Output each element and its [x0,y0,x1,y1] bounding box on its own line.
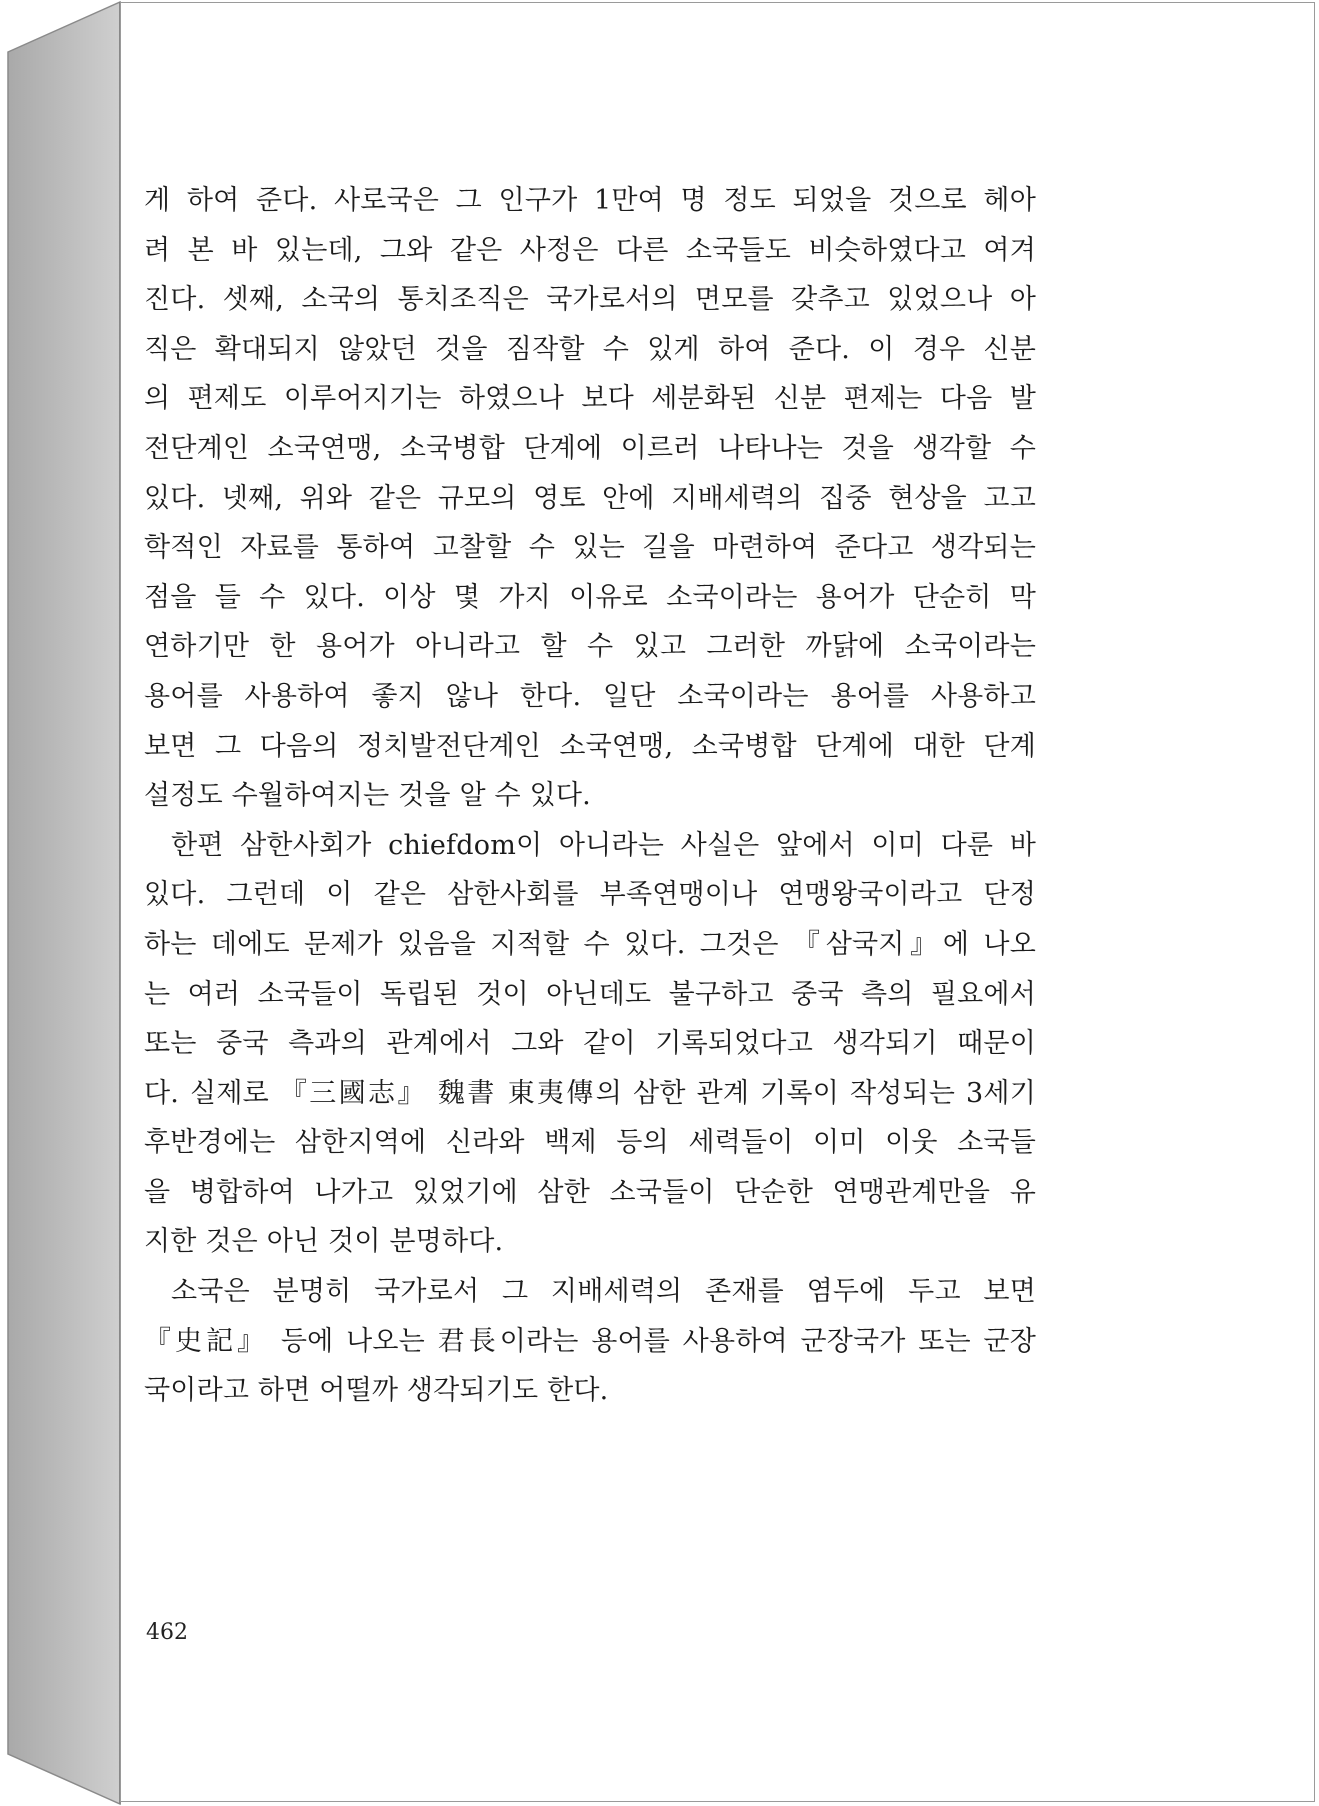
paragraph-2 [144,821,1036,1267]
text-line: 점을 들 수 있다. 이상 몇 가지 이유로 소국이라는 용어가 단순히 막 [144,581,1036,613]
text-line: 『史記』 등에 나오는 君長이라는 용어를 사용하여 군장국가 또는 군장 [144,1325,1036,1357]
text-line: 진다. 셋째, 소국의 통치조직은 국가로서의 면모를 갖추고 있었으나 아 [144,284,1036,316]
text-line: 후반경에는 삼한지역에 신라와 백제 등의 세력들이 이미 이웃 소국들 [144,1127,1036,1159]
text-line: 을 병합하여 나가고 있었기에 삼한 소국들이 단순한 연맹관계만을 유 [144,1176,1036,1208]
text-line: 소국은 분명히 국가로서 그 지배세력의 존재를 염두에 두고 보면 [171,1276,1036,1308]
text-line: 학적인 자료를 통하여 고찰할 수 있는 길을 마련하여 준다고 생각되는 [144,532,1036,564]
text-line: 려 본 바 있는데, 그와 같은 사정은 다른 소국들도 비슷하였다고 여겨 [144,234,1036,266]
text-line: 있다. 그런데 이 같은 삼한사회를 부족연맹이나 연맹왕국이라고 단정 [144,879,1036,911]
text-line: 하는 데에도 문제가 있음을 지적할 수 있다. 그것은 『삼국지』에 나오 [144,928,1036,960]
text-line: 지한 것은 아닌 것이 분명하다. [144,1226,504,1258]
text-line: 설정도 수월하여지는 것을 알 수 있다. [144,780,591,812]
page-text [144,176,1036,1416]
text-line: 직은 확대되지 않았던 것을 짐작할 수 있게 하여 준다. 이 경우 신분 [144,333,1036,365]
text-line: 연하기만 한 용어가 아니라고 할 수 있고 그러한 까닭에 소국이라는 [144,631,1036,663]
text-line: 의 편제도 이루어지기는 하였으나 보다 세분화된 신분 편제는 다음 발 [144,383,1036,415]
text-line: 또는 중국 측과의 관계에서 그와 같이 기록되었다고 생각되기 때문이 [144,1028,1036,1060]
text-line: 는 여러 소국들이 독립된 것이 아닌데도 불구하고 중국 측의 필요에서 [144,978,1036,1010]
paragraph-3 [144,1267,1036,1416]
text-line: 전단계인 소국연맹, 소국병합 단계에 이르러 나타나는 것을 생각할 수 [144,432,1036,464]
text-line: 다. 실제로 『三國志』 魏書 東夷傳의 삼한 관계 기록이 작성되는 3세기 [144,1077,1036,1109]
paragraph-1 [144,176,1036,821]
text-line: 국이라고 하면 어떨까 생각되기도 한다. [144,1375,609,1407]
text-line: 용어를 사용하여 좋지 않나 한다. 일단 소국이라는 용어를 사용하고 [144,680,1036,712]
text-line: 게 하여 준다. 사로국은 그 인구가 1만여 명 정도 되었을 것으로 헤아 [144,185,1036,216]
text-line: 보면 그 다음의 정치발전단계인 소국연맹, 소국병합 단계에 대한 단계 [144,730,1036,762]
text-line: 있다. 넷째, 위와 같은 규모의 영토 안에 지배세력의 집중 현상을 고고 [144,482,1036,514]
page-number: 462 [146,1620,188,1645]
text-line: 한편 삼한사회가 chiefdom이 아니라는 사실은 앞에서 이미 다룬 바 [171,829,1036,861]
